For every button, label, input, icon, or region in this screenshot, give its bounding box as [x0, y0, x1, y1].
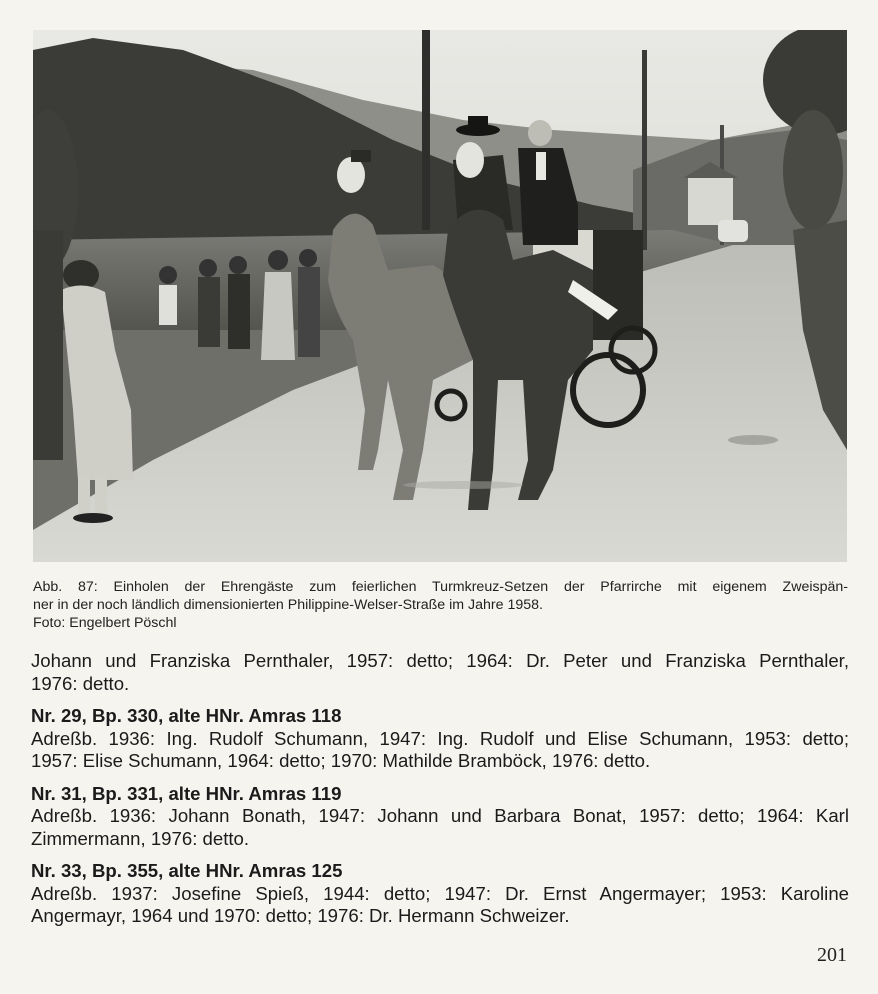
entry-nr-31	[31, 783, 849, 851]
intro-line-1: Johann und Franziska Pernthaler, 1957: detto; 1964: Dr. Peter und Franziska Pernthaler,	[31, 650, 849, 671]
entry-line: Adreßb. 1936: Johann Bonath, 1947: Johann und Barbara Bonat, 1957: detto; 1964: Karl	[31, 805, 849, 826]
caption-line-2: ner in der noch ländlich dimensionierten Philippine-Welser-Straße im Jahre 1958.	[33, 597, 543, 613]
address-register-text	[31, 650, 849, 928]
historical-photo	[33, 30, 847, 562]
entry-line: Adreßb. 1937: Josefine Spieß, 1944: detto; 1947: Dr. Ernst Angermayer; 1953: Karoline	[31, 882, 849, 904]
entry-heading: Nr. 29, Bp. 330, alte HNr. Amras 118	[31, 705, 342, 726]
entry-line: 1957: Elise Schumann, 1964: detto; 1970: Mathilde Bramböck, 1976: detto.	[31, 750, 651, 771]
entry-heading: Nr. 33, Bp. 355, alte HNr. Amras 125	[31, 860, 343, 881]
photo-caption	[33, 578, 848, 632]
caption-line-1: Abb. 87: Einholen der Ehrengäste zum feierlichen Turmkreuz-Setzen der Pfarrirche mit eigenem Zweispän-	[33, 579, 848, 595]
entry-nr-33	[31, 860, 849, 928]
entry-line: Adreßb. 1936: Ing. Rudolf Schumann, 1947: Ing. Rudolf und Elise Schumann, 1953: detto;	[31, 727, 849, 749]
intro-paragraph	[31, 650, 849, 695]
entry-line: Zimmermann, 1976: detto.	[31, 827, 250, 849]
entry-line: Angermayr, 1964 und 1970: detto; 1976: Dr. Hermann Schweizer.	[31, 905, 570, 926]
entry-heading: Nr. 31, Bp. 331, alte HNr. Amras 119	[31, 782, 342, 804]
intro-line-2: 1976: detto.	[31, 672, 130, 694]
photo-horse-carriage	[33, 30, 847, 562]
page-number: 201	[817, 944, 847, 966]
entry-nr-29	[31, 705, 849, 773]
caption-credit: Foto: Engelbert Pöschl	[33, 615, 177, 631]
